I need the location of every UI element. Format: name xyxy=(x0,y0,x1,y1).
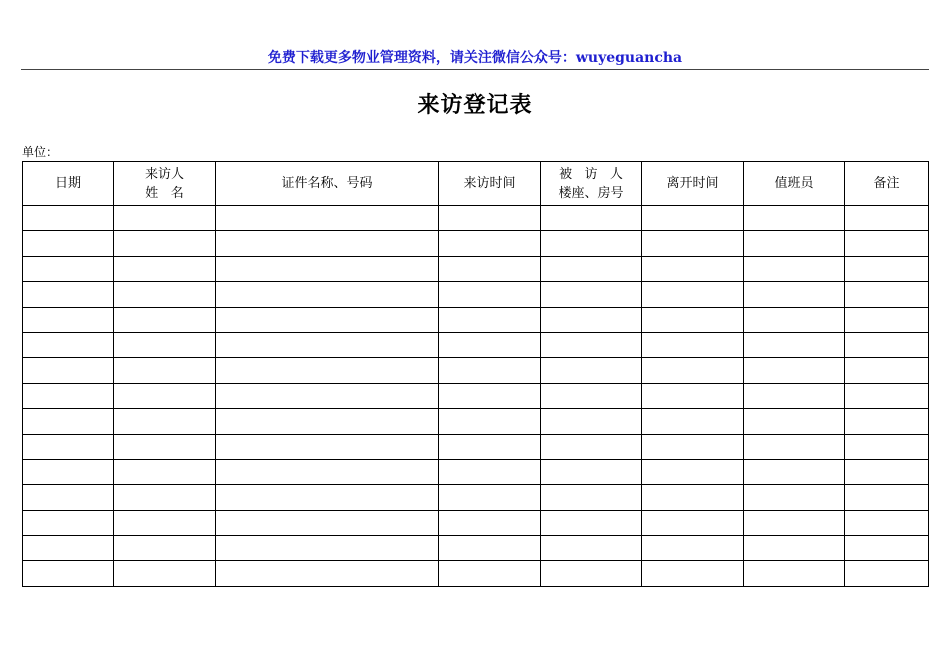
table-cell[interactable] xyxy=(744,256,845,281)
table-cell[interactable] xyxy=(845,459,929,484)
table-row xyxy=(23,256,929,281)
table-cell[interactable] xyxy=(114,282,216,307)
table-cell[interactable] xyxy=(642,510,744,535)
table-cell[interactable] xyxy=(744,409,845,434)
header-divider xyxy=(21,69,929,70)
table-cell[interactable] xyxy=(114,409,216,434)
page-title: 来访登记表 xyxy=(417,93,533,118)
table-row xyxy=(23,231,929,256)
table-cell[interactable] xyxy=(845,510,929,535)
table-cell[interactable] xyxy=(744,332,845,357)
column-header-departure-time: 离开时间 xyxy=(642,162,744,206)
table-cell[interactable] xyxy=(23,383,114,408)
table-row xyxy=(23,536,929,561)
table-cell[interactable] xyxy=(23,536,114,561)
table-row xyxy=(23,282,929,307)
table-cell[interactable] xyxy=(216,206,439,231)
table-cell[interactable] xyxy=(642,485,744,510)
table-row xyxy=(23,459,929,484)
table-row xyxy=(23,206,929,231)
table-cell[interactable] xyxy=(642,358,744,383)
table-cell[interactable] xyxy=(216,307,439,332)
table-cell[interactable] xyxy=(744,434,845,459)
table-cell[interactable] xyxy=(845,256,929,281)
table-cell[interactable] xyxy=(845,536,929,561)
table-cell[interactable] xyxy=(845,332,929,357)
table-row xyxy=(23,358,929,383)
column-header-host-location: 被 访 人 楼座、房号 xyxy=(541,162,642,206)
table-row xyxy=(23,307,929,332)
table-cell[interactable] xyxy=(439,383,541,408)
table-cell[interactable] xyxy=(216,256,439,281)
table-cell[interactable] xyxy=(439,332,541,357)
table-cell[interactable] xyxy=(845,485,929,510)
column-header-arrival-time: 来访时间 xyxy=(439,162,541,206)
table-cell[interactable] xyxy=(23,256,114,281)
table-cell[interactable] xyxy=(744,282,845,307)
table-cell[interactable] xyxy=(642,256,744,281)
table-header-row xyxy=(23,162,929,206)
table-cell[interactable] xyxy=(845,358,929,383)
unit-label: 单位： xyxy=(22,145,59,159)
table-cell[interactable] xyxy=(541,409,642,434)
table-cell[interactable] xyxy=(216,231,439,256)
table-cell[interactable] xyxy=(114,358,216,383)
table-cell[interactable] xyxy=(23,561,114,586)
table-cell[interactable] xyxy=(845,561,929,586)
table-cell[interactable] xyxy=(744,459,845,484)
promo-banner: 免费下载更多物业管理资料，请关注微信公众号：wuyeguancha xyxy=(267,50,683,66)
table-cell[interactable] xyxy=(216,358,439,383)
table-cell[interactable] xyxy=(114,256,216,281)
table-cell[interactable] xyxy=(439,256,541,281)
table-cell[interactable] xyxy=(439,485,541,510)
table-cell[interactable] xyxy=(541,358,642,383)
table-cell[interactable] xyxy=(541,307,642,332)
table-cell[interactable] xyxy=(642,536,744,561)
table-cell[interactable] xyxy=(439,206,541,231)
table-cell[interactable] xyxy=(541,561,642,586)
table-cell[interactable] xyxy=(439,536,541,561)
table-cell[interactable] xyxy=(23,434,114,459)
table-cell[interactable] xyxy=(744,485,845,510)
table-cell[interactable] xyxy=(216,409,439,434)
table-cell[interactable] xyxy=(642,206,744,231)
table-cell[interactable] xyxy=(216,282,439,307)
table-cell[interactable] xyxy=(216,485,439,510)
table-cell[interactable] xyxy=(23,282,114,307)
table-cell[interactable] xyxy=(541,383,642,408)
table-row xyxy=(23,510,929,535)
table-cell[interactable] xyxy=(114,332,216,357)
column-header-duty-officer: 值班员 xyxy=(744,162,845,206)
table-cell[interactable] xyxy=(845,383,929,408)
table-cell[interactable] xyxy=(114,561,216,586)
table-cell[interactable] xyxy=(23,206,114,231)
table-row xyxy=(23,409,929,434)
table-row xyxy=(23,561,929,586)
table-cell[interactable] xyxy=(642,231,744,256)
table-row xyxy=(23,434,929,459)
table-cell[interactable] xyxy=(642,409,744,434)
table-cell[interactable] xyxy=(744,358,845,383)
column-header-remarks: 备注 xyxy=(845,162,929,206)
table-cell[interactable] xyxy=(23,358,114,383)
table-cell[interactable] xyxy=(23,332,114,357)
table-cell[interactable] xyxy=(114,231,216,256)
table-cell[interactable] xyxy=(23,485,114,510)
table-cell[interactable] xyxy=(541,231,642,256)
table-cell[interactable] xyxy=(23,459,114,484)
table-cell[interactable] xyxy=(744,510,845,535)
table-cell[interactable] xyxy=(23,409,114,434)
table-cell[interactable] xyxy=(439,510,541,535)
column-header-id-document: 证件名称、号码 xyxy=(216,162,439,206)
table-cell[interactable] xyxy=(541,536,642,561)
table-row xyxy=(23,485,929,510)
table-cell[interactable] xyxy=(541,485,642,510)
table-cell[interactable] xyxy=(216,383,439,408)
table-cell[interactable] xyxy=(216,459,439,484)
table-cell[interactable] xyxy=(114,510,216,535)
table-cell[interactable] xyxy=(744,307,845,332)
table-cell[interactable] xyxy=(216,510,439,535)
table-cell[interactable] xyxy=(216,561,439,586)
table-cell[interactable] xyxy=(845,282,929,307)
table-cell[interactable] xyxy=(642,332,744,357)
table-cell[interactable] xyxy=(541,206,642,231)
table-cell[interactable] xyxy=(114,434,216,459)
table-cell[interactable] xyxy=(845,434,929,459)
table-cell[interactable] xyxy=(114,485,216,510)
table-cell[interactable] xyxy=(23,231,114,256)
table-cell[interactable] xyxy=(114,206,216,231)
table-cell[interactable] xyxy=(541,282,642,307)
table-row xyxy=(23,383,929,408)
table-cell[interactable] xyxy=(439,434,541,459)
visitor-register-table xyxy=(22,161,929,587)
table-cell[interactable] xyxy=(744,231,845,256)
table-cell[interactable] xyxy=(114,307,216,332)
table-cell[interactable] xyxy=(845,307,929,332)
table-cell[interactable] xyxy=(23,307,114,332)
table-cell[interactable] xyxy=(845,206,929,231)
table-cell[interactable] xyxy=(541,256,642,281)
table-row xyxy=(23,332,929,357)
table-cell[interactable] xyxy=(439,561,541,586)
table-cell[interactable] xyxy=(642,282,744,307)
table-cell[interactable] xyxy=(439,459,541,484)
table-cell[interactable] xyxy=(216,536,439,561)
table-cell[interactable] xyxy=(114,383,216,408)
table-cell[interactable] xyxy=(744,206,845,231)
table-cell[interactable] xyxy=(541,510,642,535)
table-cell[interactable] xyxy=(439,282,541,307)
table-cell[interactable] xyxy=(541,434,642,459)
table-cell[interactable] xyxy=(216,332,439,357)
table-cell[interactable] xyxy=(642,561,744,586)
table-cell[interactable] xyxy=(23,510,114,535)
table-cell[interactable] xyxy=(744,536,845,561)
column-header-date: 日期 xyxy=(23,162,114,206)
table-cell[interactable] xyxy=(216,434,439,459)
table-cell[interactable] xyxy=(642,434,744,459)
table-cell[interactable] xyxy=(439,409,541,434)
table-cell[interactable] xyxy=(439,231,541,256)
table-cell[interactable] xyxy=(541,459,642,484)
table-cell[interactable] xyxy=(845,409,929,434)
column-header-visitor-name: 来访人 姓 名 xyxy=(114,162,216,206)
table-cell[interactable] xyxy=(114,536,216,561)
table-cell[interactable] xyxy=(744,561,845,586)
table-cell[interactable] xyxy=(439,307,541,332)
table-cell[interactable] xyxy=(642,459,744,484)
table-cell[interactable] xyxy=(642,307,744,332)
table-cell[interactable] xyxy=(114,459,216,484)
table-cell[interactable] xyxy=(439,358,541,383)
table-cell[interactable] xyxy=(845,231,929,256)
table-cell[interactable] xyxy=(642,383,744,408)
table-cell[interactable] xyxy=(541,332,642,357)
table-cell[interactable] xyxy=(744,383,845,408)
